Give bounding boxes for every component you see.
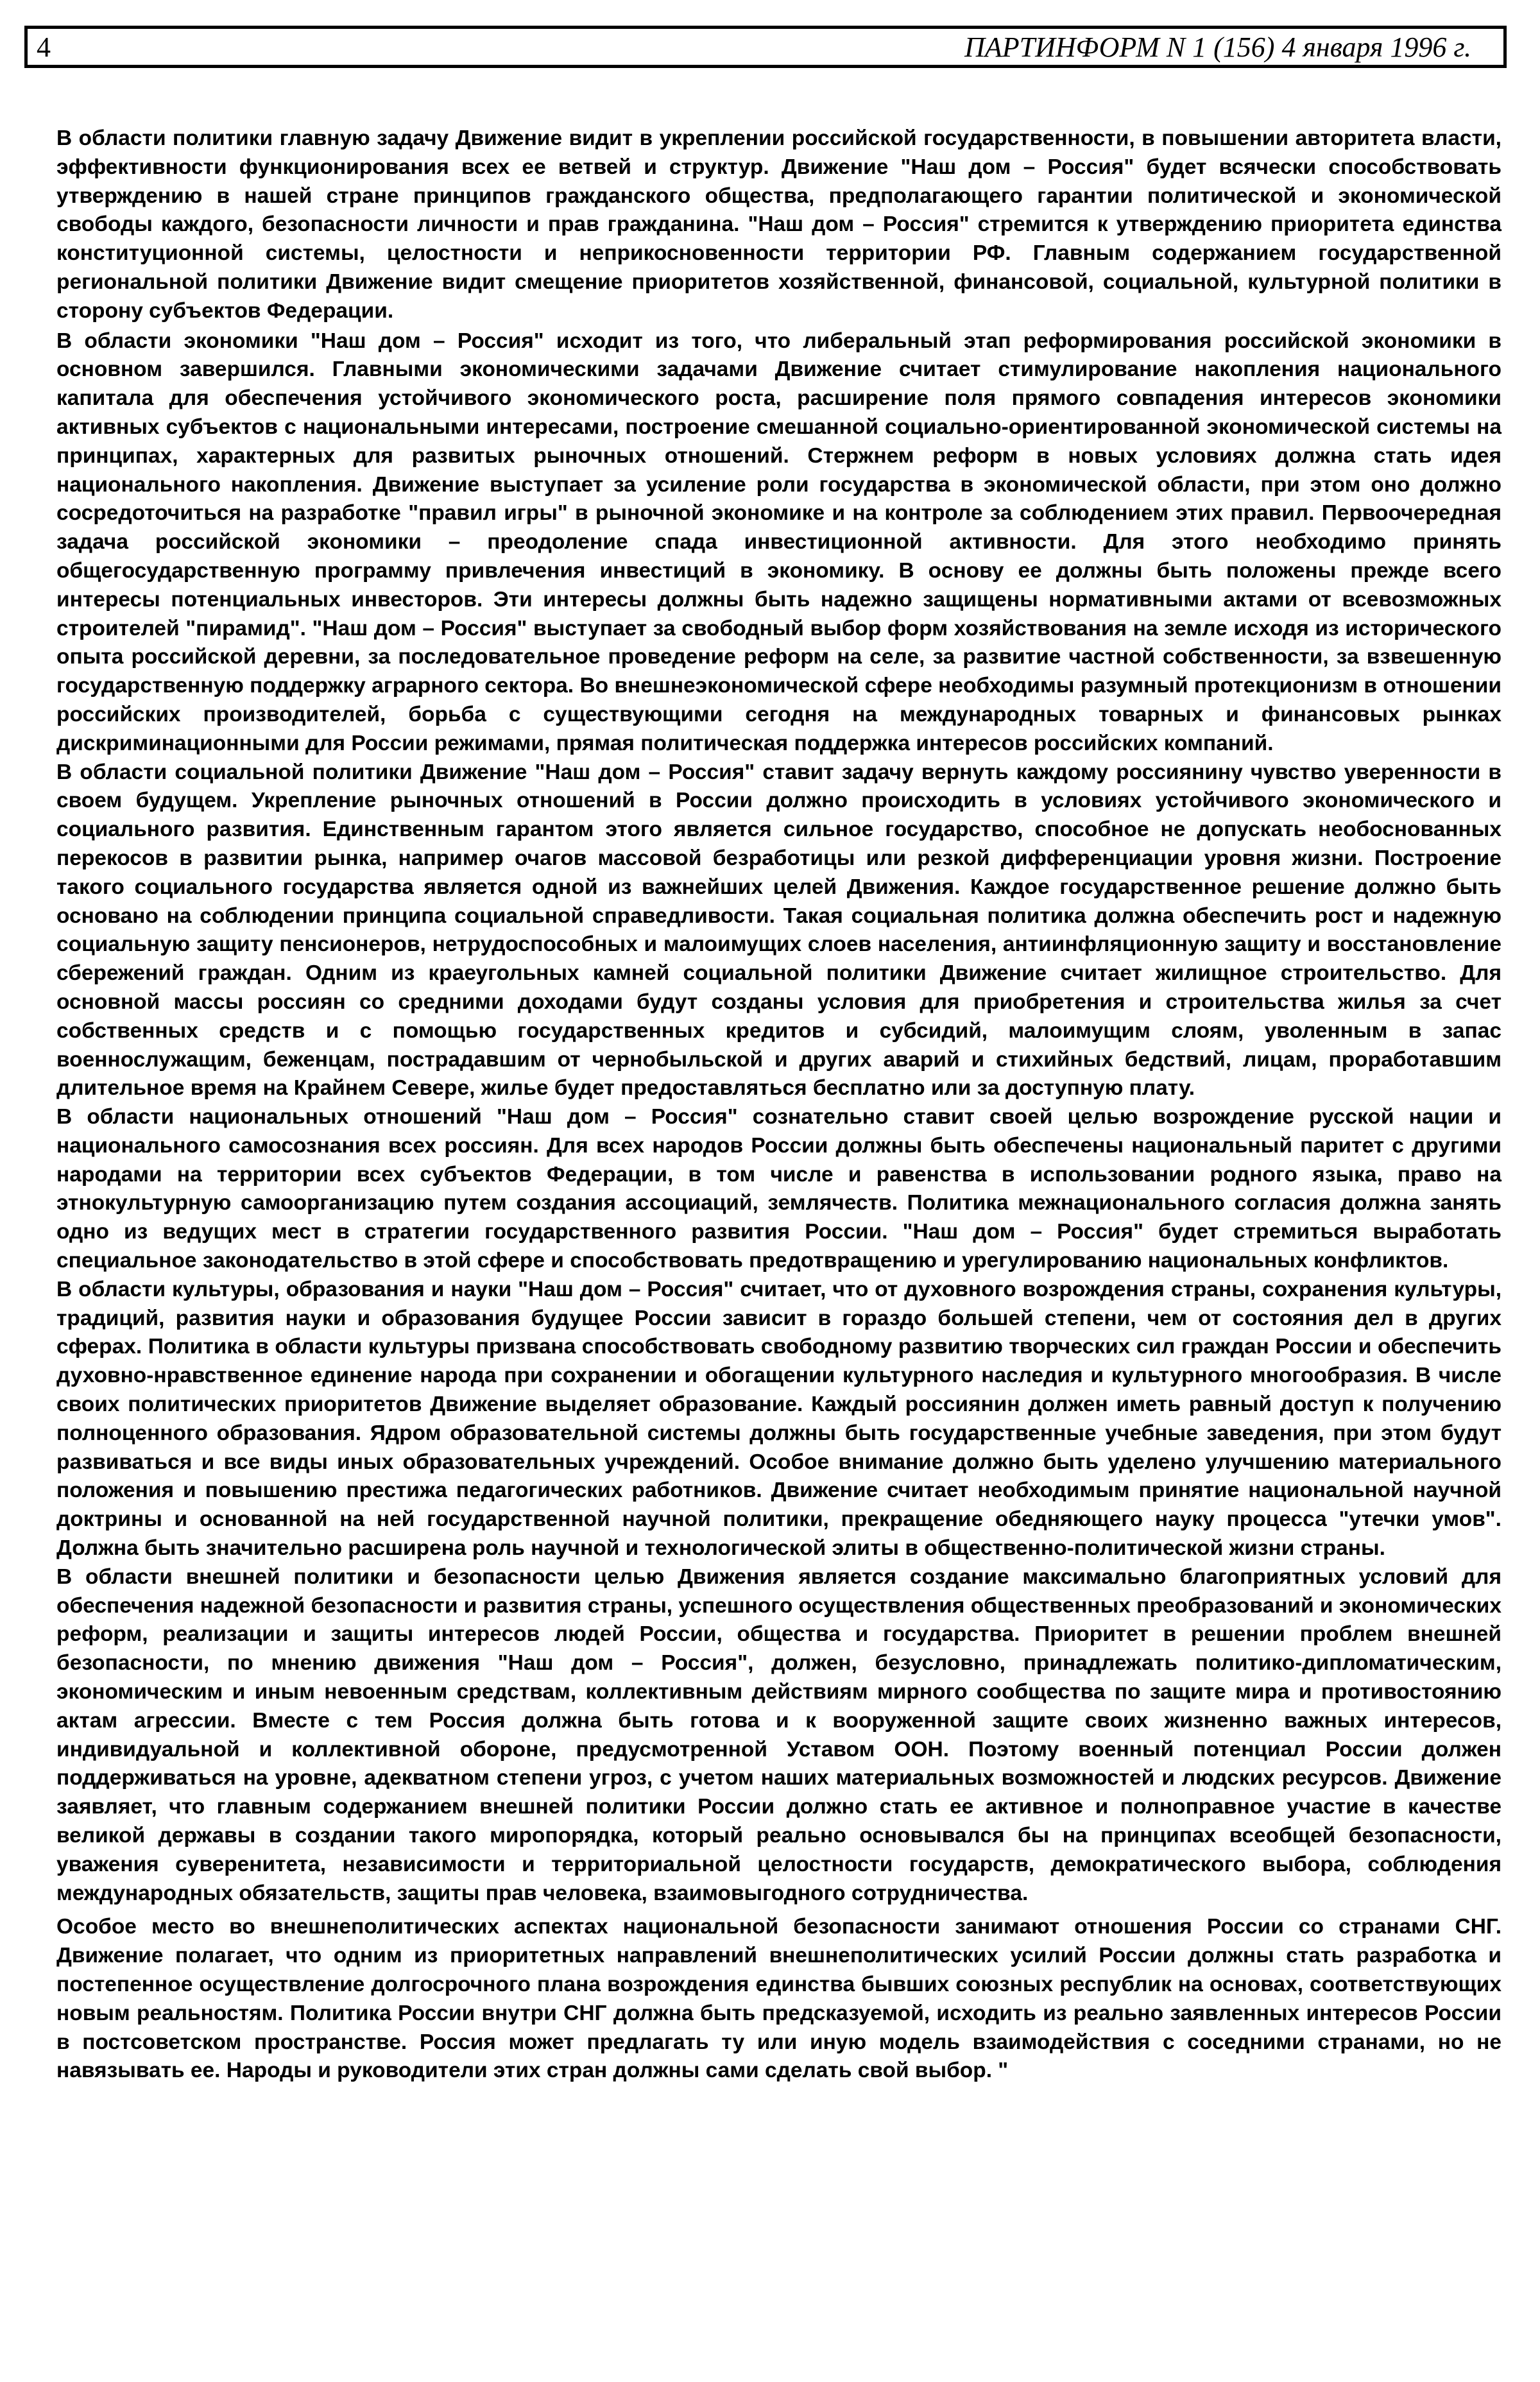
paragraph-cis-relations: Особое место во внешнеполитических аспектах национальной безопасности занимают отношения России со странами СНГ. Движение полагает, что одним из приоритетных направлений внешнеполитических усилий России должны стать разработка и постепенное осуществление долгосрочного плана возрождения единства бывших союзных республик на основах, соответствующих новым реальностям. Политика России внутри СНГ должна быть предсказуемой, исходить из реально заявленных интересов России в постсоветском пространстве. Россия может предлагать ту или иную модель взаимодействия с соседними странами, но не навязывать ее. Народы и руководители этих стран должны сами сделать свой выбор. " xyxy=(56,1915,1502,2083)
paragraph-politics: В области политики главную задачу Движение видит в укреплении российской государственности, в повышении авторитета власти, эффективности функционирования всех ее ветвей и структур. Движение "Наш дом – Россия" будет всячески способствовать утверждению в нашей стране принципов гражданского общества, предполагающего гарантии политической и экономической свободы каждого, безопасности личности и прав гражданина. "Наш дом – Россия" стремится к утверждению приоритета единства конституционной системы, целостности и неприкосновенности территории РФ. Главным содержанием государственной региональной политики Движение видит смещение приоритетов хозяйственной, финансовой, социальной, культурной политики в сторону субъектов Федерации. xyxy=(56,126,1502,323)
paragraph-social-policy: В области социальной политики Движение "Наш дом – Россия" ставит задачу вернуть каждому россиянину чувство уверенности в своем будущем. Укрепление рыночных отношений в России должно происходить в условиях устойчивого экономического и социального развития. Единственным гарантом этого является сильное государство, способное не допускать необоснованных перекосов в развитии рынка, например очагов массовой безработицы или резкой дифференциации уровня жизни. Построение такого социального государства является одной из важнейших целей Движения. Каждое государственное решение должно быть основано на соблюдении принципа социальной справедливости. Такая социальная политика должна обеспечить рост и надежную социальную защиту пенсионеров, нетрудоспособных и малоимущих слоев населения, антиинфляционную защиту и восстановление сбережений граждан. Одним из краеугольных камней социальной политики Движение считает жилищное строительство. Для основной массы россиян со средними доходами будут созданы условия для приобретения и строительства жилья за счет собственных средств и с помощью государственных кредитов и субсидий, малоимущим слоям, уволенным в запас военнослужащим, беженцам, пострадавшим от чернобыльской и других аварий и стихийных бедствий, лицам, проработавшим длительное время на Крайнем Севере, жилье будет предоставляться бесплатно или за доступную плату. xyxy=(56,760,1502,1101)
paragraph-culture-education: В области культуры, образования и науки "Наш дом – Россия" считает, что от духовного возрождения страны, сохранения культуры, традиций, развития науки и образования будущее России зависит в гораздо большей степени, чем от состояния дел в других сферах. Политика в области культуры призвана способствовать свободному развитию творческих сил граждан России и обеспечить духовно-нравственное единение народа при сохранении и обогащении культурного наследия и культурного многообразия. В числе своих политических приоритетов Движение выделяет образование. Каждый россиянин должен иметь равный доступ к получению полноценного образования. Ядром образовательной системы должны быть государственные учебные заведения, при этом будут развиваться и все виды иных образовательных учреждений. Особое внимание должно быть уделено улучшению материального положения и повышению престижа педагогических работников. Движение считает необходимым принятие национальной научной доктрины и основанной на ней государственной научной политики, прекращение обедняющего науку процесса "утечки умов". Должна быть значительно расширена роль научной и технологической элиты в общественно-политической жизни страны. xyxy=(56,1277,1502,1561)
paragraph-national-relations: В области национальных отношений "Наш дом – Россия" сознательно ставит своей целью возрождение русской нации и национального самосознания всех россиян. Для всех народов России должны быть обеспечены национальный паритет с другими народами на территории всех субъектов Федерации, в том числе и равенства в использовании родного языка, право на этнокультурную самоорганизацию путем создания ассоциаций, землячеств. Политика межнационального согласия должна занять одно из ведущих мест в стратегии государственного развития России. "Наш дом – Россия" будет стремиться выработать специальное законодательство в этой сфере и способствовать предотвращению и урегулированию национальных конфликтов. xyxy=(56,1105,1502,1273)
page-number: 4 xyxy=(37,31,51,63)
publication-title: ПАРТИНФОРМ N 1 (156) 4 января 1996 г. xyxy=(964,31,1471,63)
paragraph-foreign-policy: В области внешней политики и безопасности целью Движения является создание максимально благоприятных условий для обеспечения надежной безопасности и развития страны, успешного осуществления общественных преобразований и экономических реформ, реализации и защиты интересов людей России, общества и государства. Приоритет в решении проблем внешней безопасности, по мнению движения "Наш дом – Россия", должен, безусловно, принадлежать политико-дипломатическим, экономическим и иным невоенным средствам, коллективным действиям мирного сообщества по защите мира и противостоянию актам агрессии. Вместе с тем Россия должна быть готова и к вооруженной защите своих жизненно важных интересов, индивидуальной и коллективной обороне, предусмотренной Уставом ООН. Поэтому военный потенциал России должен поддерживаться на уровне, адекватном степени угроз, с учетом наших материальных возможностей и людских ресурсов. Движение заявляет, что главным содержанием внешней политики России должно стать ее активное и полноправное участие в качестве великой державы в создании такого миропорядка, который реально основывался бы на принципах всеобщей безопасности, уважения суверенитета, независимости и территориальной целостности государств, демократического выбора, соблюдения международных обязательств, защиты прав человека, взаимовыгодного сотрудничества. xyxy=(56,1564,1502,1905)
paragraph-economy: В области экономики "Наш дом – Россия" исходит из того, что либеральный этап реформирования российской экономики в основном завершился. Главными экономическими задачами Движение считает стимулирование накопления национального капитала для обеспечения устойчивого экономического роста, расширение поля прямого совпадения интересов экономики активных субъектов с национальными интересами, построение смешанной социально-ориентированной экономической системы на принципах, характерных для развитых рыночных отношений. Стержнем реформ в новых условиях должна стать идея национального накопления. Движение выступает за усиление роли государства в экономической области, при этом оно должно сосредоточиться на разработке "правил игры" в рыночной экономике и на контроле за соблюдением этих правил. Первоочередная задача российской экономики – преодоление спада инвестиционной активности. Для этого необходимо принять общегосударственную программу привлечения инвестиций в экономику. В основу ее должны быть положены прежде всего интересы потенциальных инвесторов. Эти интересы должны быть надежно защищены нормативными актами от всевозможных строителей "пирамид". "Наш дом – Россия" выступает за свободный выбор форм хозяйствования на земле исходя из исторического опыта российской деревни, за последовательное проведение реформ на селе, за развитие частной собственности, за взвешенную государственную поддержку аграрного сектора. Во внешнеэкономической сфере необходимы разумный протекционизм в отношении российских производителей, борьба с существующими сегодня на международных товарных и финансовых рынках дискриминационными для России режимами, прямая политическая поддержка интересов российских компаний. xyxy=(56,329,1502,755)
page-header xyxy=(24,26,1507,68)
article-body xyxy=(56,124,1502,2086)
